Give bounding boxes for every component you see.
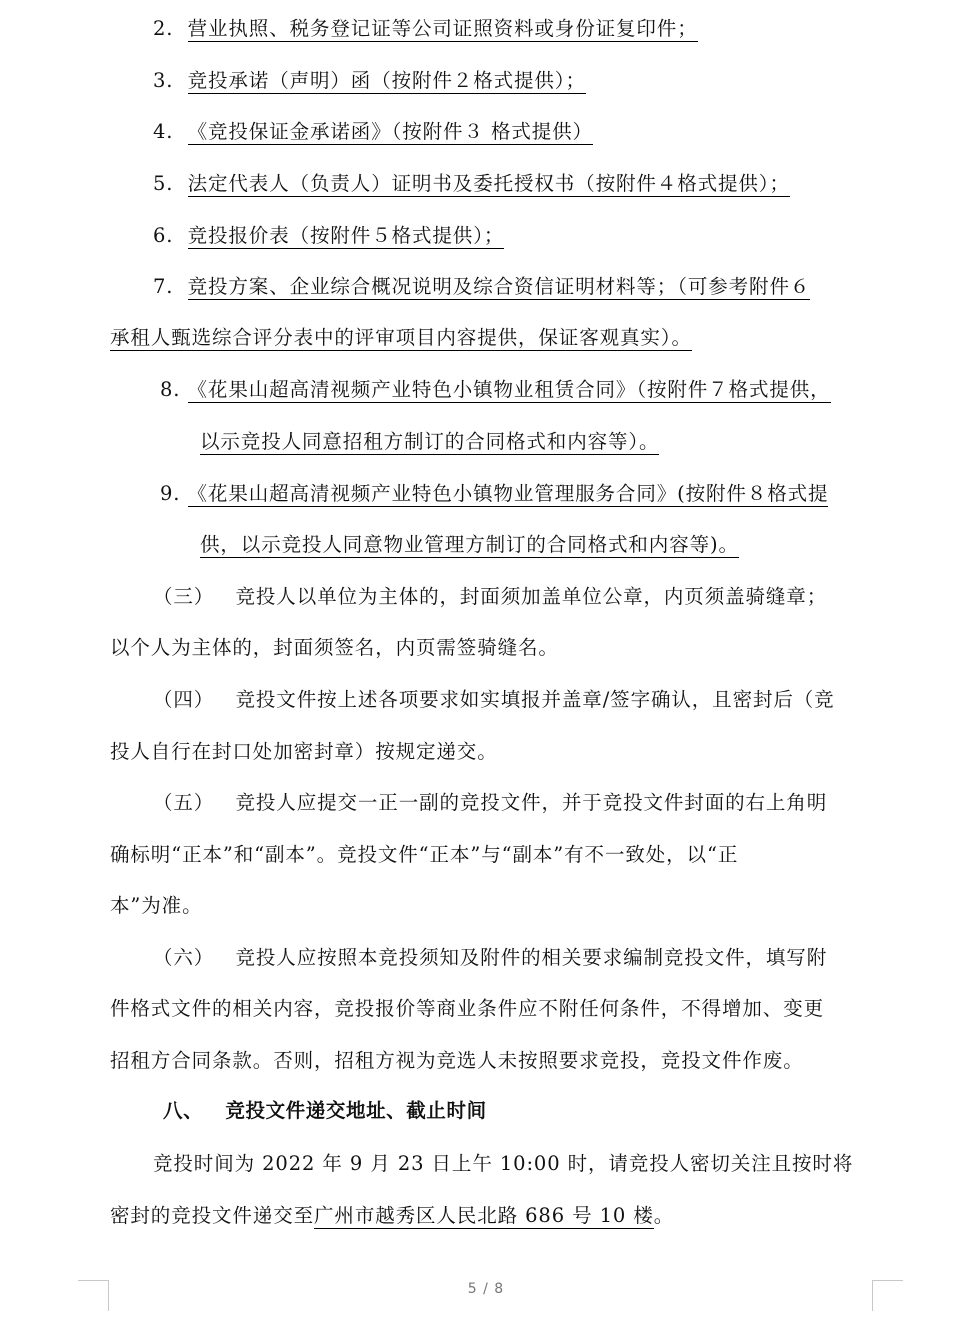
- paragraph-text: 投人自行在封口处加密封章）按规定递交。: [110, 740, 498, 763]
- section-heading: [163, 1097, 487, 1125]
- paragraph-6-line-1: [153, 944, 827, 972]
- item-text: 《竞投保证金承诺函》（按附件３ 格式提供）: [187, 120, 593, 143]
- item-number: 7.: [153, 275, 174, 298]
- paragraph-text: 确标明“正本”和“副本”。竞投文件“正本”与“副本”有不一致处，以“正: [110, 843, 739, 866]
- list-item-4: [153, 118, 593, 146]
- paragraph-text: 件格式文件的相关内容，竞投报价等商业条件应不附任何条件，不得增加、变更: [110, 997, 825, 1020]
- section-number: 八、: [163, 1099, 204, 1122]
- list-item-9: [160, 480, 828, 508]
- paragraph-3-line-1: [153, 583, 827, 611]
- item-text: 竞投方案、企业综合概况说明及综合资信证明材料等；（可参考附件６: [187, 275, 811, 298]
- closing-line-2: [110, 1202, 674, 1230]
- paragraph-6-line-2: [110, 995, 824, 1023]
- list-item-7: [153, 273, 810, 301]
- item-text: 营业执照、税务登记证等公司证照资料或身份证复印件；: [187, 17, 698, 40]
- item-number: 3.: [153, 69, 174, 92]
- list-item-6: [153, 222, 504, 250]
- item-number: 2.: [153, 17, 174, 40]
- item-number: 4.: [153, 120, 174, 143]
- item-text-continued: 以示竞投人同意招租方制订的合同格式和内容等）。: [200, 430, 660, 453]
- item-text: 《花果山超高清视频产业特色小镇物业管理服务合同》(按附件８格式提: [187, 482, 829, 505]
- closing-line-1: [153, 1150, 853, 1178]
- paragraph-label: （三）: [153, 585, 215, 608]
- paragraph-text: 本”为准。: [110, 894, 203, 917]
- list-item-9-continuation: [200, 531, 739, 559]
- list-item-3: [153, 67, 586, 95]
- paragraph-5-line-2: [110, 841, 738, 869]
- paragraph-text: 竞投人以单位为主体的，封面须加盖单位公章，内页须盖骑缝章；: [235, 585, 828, 608]
- paragraph-5-line-3: [110, 892, 202, 920]
- list-item-2: [153, 15, 698, 43]
- item-text: 《花果山超高清视频产业特色小镇物业租赁合同》（按附件７格式提供，: [187, 378, 831, 401]
- closing-text: 密封的竞投文件递交至: [110, 1204, 315, 1227]
- paragraph-text: 竞投人应提交一正一副的竞投文件，并于竞投文件封面的右上角明: [235, 791, 828, 814]
- paragraph-text: 竞投人应按照本竞投须知及附件的相关要求编制竞投文件，填写附: [235, 946, 828, 969]
- item-text: 法定代表人（负责人）证明书及委托授权书（按附件４格式提供）；: [187, 172, 790, 195]
- list-item-7-continuation: [110, 324, 692, 352]
- paragraph-label: （五）: [153, 791, 215, 814]
- paragraph-5-line-1: [153, 789, 827, 817]
- item-text-continued: 供，以示竞投人同意物业管理方制订的合同格式和内容等)。: [200, 533, 739, 556]
- paragraph-text: 竞投文件按上述各项要求如实填报并盖章/签字确认，且密封后（竞: [235, 688, 835, 711]
- paragraph-3-line-2: [110, 634, 559, 662]
- item-text-continued: 承租人甄选综合评分表中的评审项目内容提供，保证客观真实）。: [110, 326, 692, 349]
- list-item-8: [160, 376, 831, 404]
- paragraph-4-line-1: [153, 686, 835, 714]
- closing-text-end: 。: [653, 1204, 675, 1227]
- list-item-8-continuation: [200, 428, 659, 456]
- paragraph-4-line-2: [110, 738, 498, 766]
- paragraph-text: 以个人为主体的，封面须签名，内页需签骑缝名。: [110, 636, 559, 659]
- item-number: 6.: [153, 224, 174, 247]
- closing-text: 竞投时间为 2022 年 9 月 23 日上午 10:00 时，请竞投人密切关注且按时将: [153, 1152, 854, 1175]
- submission-address: 广州市越秀区人民北路 686 号 10 楼: [314, 1204, 654, 1227]
- paragraph-text: 招租方合同条款。否则，招租方视为竞选人未按照要求竞投，竞投文件作废。: [110, 1049, 804, 1072]
- item-number: 5.: [153, 172, 174, 195]
- item-number: 8.: [160, 378, 181, 401]
- paragraph-label: （六）: [153, 946, 215, 969]
- paragraph-label: （四）: [153, 688, 215, 711]
- item-number: 9.: [160, 482, 181, 505]
- list-item-5: [153, 170, 790, 198]
- section-title: 竞投文件递交地址、截止时间: [225, 1099, 487, 1122]
- page-number: 5 / 8: [467, 1281, 505, 1297]
- item-text: 竞投承诺（声明）函（按附件２格式提供）；: [187, 69, 586, 92]
- paragraph-6-line-3: [110, 1047, 804, 1075]
- item-text: 竞投报价表（按附件５格式提供）；: [187, 224, 505, 247]
